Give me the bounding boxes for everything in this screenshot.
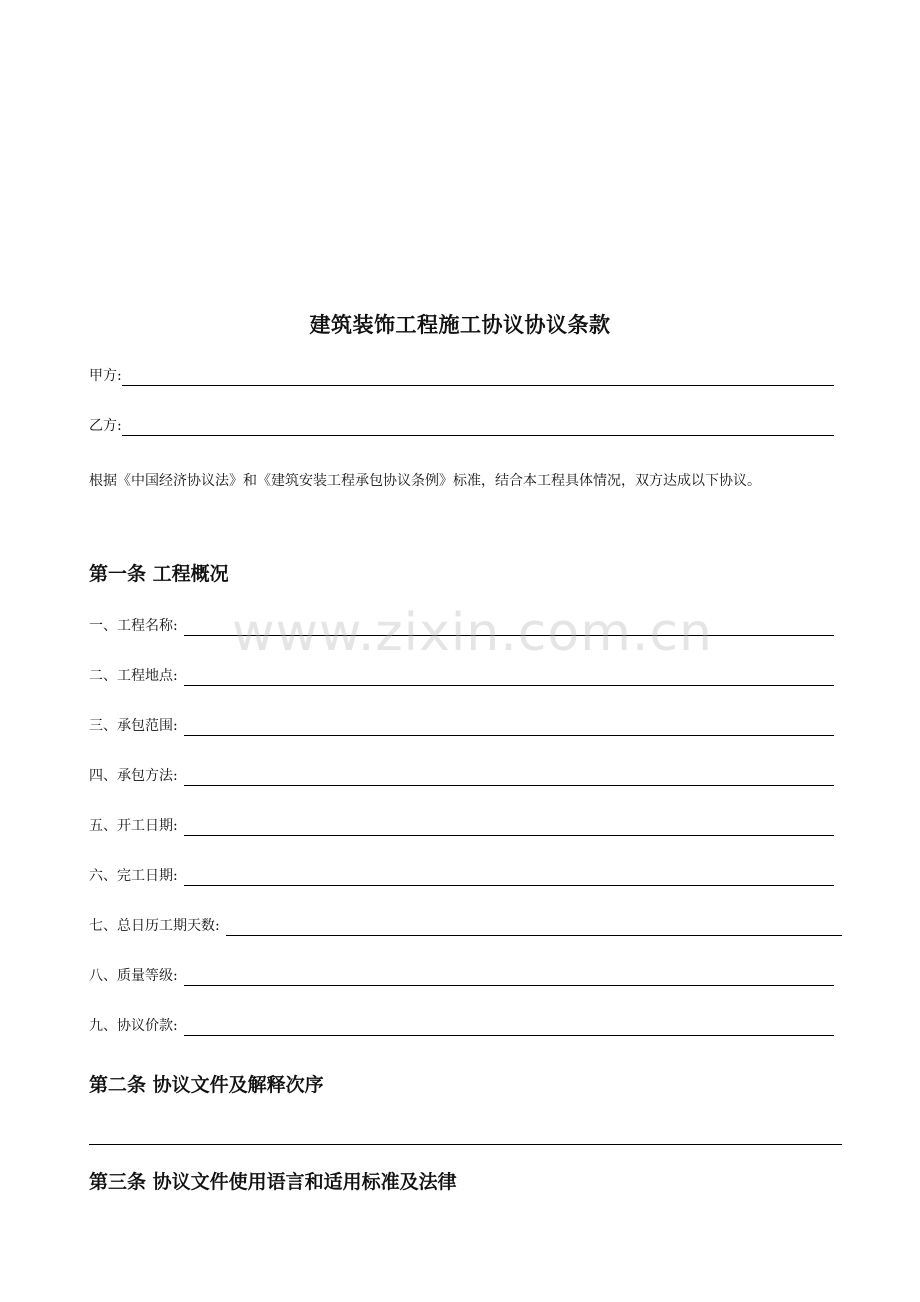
field-label: 五、开工日期: — [89, 818, 178, 834]
document-title: 建筑装饰工程施工协议协议条款 — [309, 313, 611, 337]
field-label: 四、承包方法: — [89, 768, 178, 784]
field-label: 七、总日历工期天数: — [89, 918, 220, 934]
contract-scope-field — [89, 712, 834, 736]
project-location-field — [89, 662, 834, 686]
intro-paragraph: 根据《中国经济协议法》和《建筑安装工程承包协议条例》标准，结合本工程具体情况，双方达成以下协议。 — [89, 473, 761, 489]
project-name-field — [89, 612, 834, 636]
article2-heading: 第二条 协议文件及解释次序 — [89, 1074, 324, 1096]
contract-price-field — [89, 1012, 834, 1036]
party-b-field — [89, 412, 834, 436]
contract-scope-blank[interactable] — [184, 735, 834, 736]
article1-heading: 第一条 工程概况 — [89, 563, 229, 585]
total-days-field — [89, 912, 842, 936]
project-location-blank[interactable] — [184, 685, 834, 686]
quality-grade-field — [89, 962, 834, 986]
completion-date-field — [89, 862, 834, 886]
contract-price-blank[interactable] — [184, 1035, 834, 1036]
party-a-field — [89, 362, 834, 386]
field-label: 六、完工日期: — [89, 868, 178, 884]
contract-method-field — [89, 762, 834, 786]
start-date-blank[interactable] — [184, 835, 834, 836]
field-label: 一、工程名称: — [89, 618, 178, 634]
project-name-blank[interactable] — [184, 635, 834, 636]
article2-blank-line[interactable] — [89, 1144, 842, 1145]
quality-grade-blank[interactable] — [184, 985, 834, 986]
party-b-label: 乙方: — [89, 418, 122, 434]
party-a-blank[interactable] — [122, 385, 834, 386]
field-label: 三、承包范围: — [89, 718, 178, 734]
total-days-blank[interactable] — [226, 935, 842, 936]
field-label: 八、质量等级: — [89, 968, 178, 984]
party-b-blank[interactable] — [122, 435, 834, 436]
field-label: 九、协议价款: — [89, 1018, 178, 1034]
field-label: 二、工程地点: — [89, 668, 178, 684]
article3-heading: 第三条 协议文件使用语言和适用标准及法律 — [89, 1171, 457, 1193]
party-a-label: 甲方: — [89, 368, 122, 384]
completion-date-blank[interactable] — [184, 885, 834, 886]
start-date-field — [89, 812, 834, 836]
watermark: www.zixin.com.cn — [232, 603, 713, 663]
contract-method-blank[interactable] — [184, 785, 834, 786]
